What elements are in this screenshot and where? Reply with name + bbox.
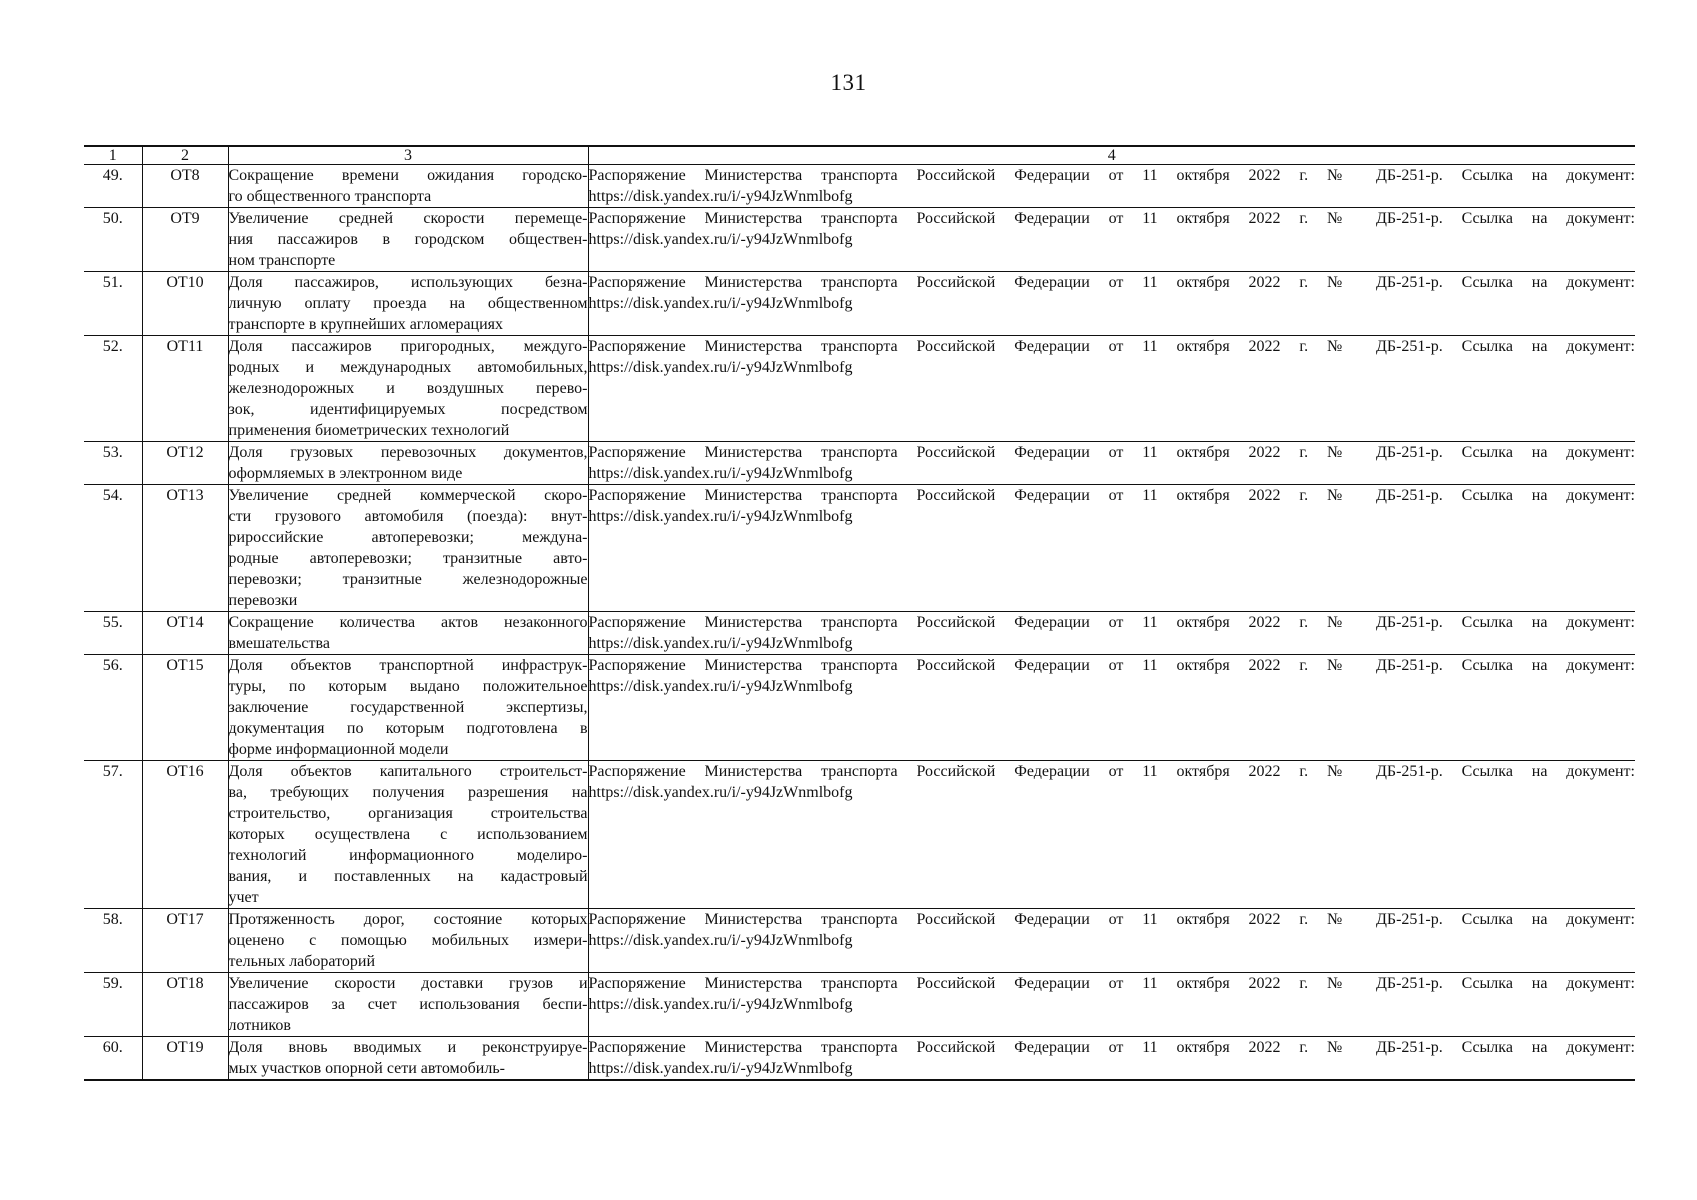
source-document — [588, 909, 1635, 973]
indicator-name-line: документация по которым подготовлена в — [228, 720, 588, 737]
indicator-name-line: применения биометрических технологий — [228, 422, 510, 439]
table-body — [84, 165, 1635, 1081]
indicator-code: ОТ19 — [142, 1037, 228, 1081]
table-row — [84, 165, 1635, 208]
source-document — [588, 1037, 1635, 1081]
indicator-name — [228, 612, 588, 655]
row-number: 52. — [84, 336, 142, 442]
source-document-link[interactable]: https://disk.yandex.ru/i/-y94JzWnmlbofg — [588, 996, 853, 1013]
indicator-code: ОТ15 — [142, 655, 228, 761]
row-number: 56. — [84, 655, 142, 761]
indicator-name-line: Доля грузовых перевозочных документов, — [228, 444, 588, 461]
source-document-text: Распоряжение Министерства транспорта Российской Федерации от 11 октября 2022 г. № ДБ-251-р. Ссылка на документ: — [588, 338, 1635, 355]
indicator-name-line: Увеличение средней коммерческой скоро- — [228, 487, 588, 504]
indicator-name — [228, 485, 588, 612]
indicator-name-line: заключение государственной экспертизы, — [228, 699, 588, 716]
indicator-name-line: железнодорожных и воздушных перево- — [228, 380, 588, 397]
indicator-name-line: Доля пассажиров пригородных, междуго- — [228, 338, 588, 355]
indicator-name-line: родных и международных автомобильных, — [228, 359, 588, 376]
indicator-name-line: Протяженность дорог, состояние которых — [228, 911, 588, 928]
indicator-name-line: зок, идентифицируемых посредством — [228, 401, 588, 418]
source-document-text: Распоряжение Министерства транспорта Российской Федерации от 11 октября 2022 г. № ДБ-251-р. Ссылка на документ: — [588, 487, 1635, 504]
column-header-3: 3 — [228, 146, 588, 165]
indicator-name-line: ва, требующих получения разрешения на — [228, 784, 588, 801]
source-document-text: Распоряжение Министерства транспорта Российской Федерации от 11 октября 2022 г. № ДБ-251-р. Ссылка на документ: — [588, 210, 1635, 227]
source-document-text: Распоряжение Министерства транспорта Российской Федерации от 11 октября 2022 г. № ДБ-251-р. Ссылка на документ: — [588, 1039, 1635, 1056]
source-document-link[interactable]: https://disk.yandex.ru/i/-y94JzWnmlbofg — [588, 188, 853, 205]
table-row — [84, 655, 1635, 761]
indicator-name-line: Доля объектов транспортной инфраструк- — [228, 657, 588, 674]
source-document — [588, 165, 1635, 208]
table-row — [84, 485, 1635, 612]
source-document — [588, 208, 1635, 272]
indicator-name — [228, 165, 588, 208]
column-header-2: 2 — [142, 146, 228, 165]
indicator-name — [228, 208, 588, 272]
indicator-name-line: туры, по которым выдано положительное — [228, 678, 588, 695]
source-document-link[interactable]: https://disk.yandex.ru/i/-y94JzWnmlbofg — [588, 465, 853, 482]
indicator-name-line: родные автоперевозки; транзитные авто- — [228, 550, 588, 567]
indicator-name-line: оценено с помощью мобильных измери- — [228, 932, 588, 949]
indicator-name-line: Увеличение средней скорости перемеще- — [228, 210, 588, 227]
source-document-link[interactable]: https://disk.yandex.ru/i/-y94JzWnmlbofg — [588, 508, 853, 525]
source-document-link[interactable]: https://disk.yandex.ru/i/-y94JzWnmlbofg — [588, 678, 853, 695]
indicator-name-line: Доля вновь вводимых и реконструируе- — [228, 1039, 588, 1056]
indicator-name — [228, 909, 588, 973]
indicator-name-line: лотников — [228, 1017, 291, 1034]
indicator-name-line: рироссийские автоперевозки; междуна- — [228, 529, 588, 546]
source-document-link[interactable]: https://disk.yandex.ru/i/-y94JzWnmlbofg — [588, 784, 853, 801]
indicators-table — [84, 145, 1635, 1081]
indicator-name — [228, 442, 588, 485]
table-row — [84, 973, 1635, 1037]
indicator-name-line: строительство, организация строительства — [228, 805, 588, 822]
indicator-name-line: Доля объектов капитального строительст- — [228, 763, 588, 780]
indicator-name-line: технологий информационного моделиро- — [228, 847, 588, 864]
indicator-name-line: мых участков опорной сети автомобиль- — [228, 1060, 505, 1077]
indicator-name-line: учет — [228, 889, 259, 906]
indicator-name — [228, 272, 588, 336]
indicator-code: ОТ13 — [142, 485, 228, 612]
indicator-code: ОТ16 — [142, 761, 228, 909]
source-document — [588, 485, 1635, 612]
indicator-name-line: оформляемых в электронном виде — [228, 465, 463, 482]
indicator-name-line: тельных лабораторий — [228, 953, 376, 970]
source-document-text: Распоряжение Министерства транспорта Российской Федерации от 11 октября 2022 г. № ДБ-251-р. Ссылка на документ: — [588, 911, 1635, 928]
indicator-name-line: форме информационной модели — [228, 741, 449, 758]
indicator-code: ОТ12 — [142, 442, 228, 485]
source-document — [588, 336, 1635, 442]
indicator-name-line: го общественного транспорта — [228, 188, 432, 205]
source-document-text: Распоряжение Министерства транспорта Российской Федерации от 11 октября 2022 г. № ДБ-251-р. Ссылка на документ: — [588, 763, 1635, 780]
source-document-link[interactable]: https://disk.yandex.ru/i/-y94JzWnmlbofg — [588, 932, 853, 949]
indicator-code: ОТ17 — [142, 909, 228, 973]
indicator-name-line: Увеличение скорости доставки грузов и — [228, 975, 588, 992]
indicator-name-line: перевозки; транзитные железнодорожные — [228, 571, 588, 588]
source-document-text: Распоряжение Министерства транспорта Российской Федерации от 11 октября 2022 г. № ДБ-251-р. Ссылка на документ: — [588, 614, 1635, 631]
indicator-name-line: сти грузового автомобиля (поезда): внут- — [228, 508, 588, 525]
indicator-name — [228, 1037, 588, 1081]
source-document-text: Распоряжение Министерства транспорта Российской Федерации от 11 октября 2022 г. № ДБ-251-р. Ссылка на документ: — [588, 657, 1635, 674]
table-row — [84, 1037, 1635, 1081]
table-row — [84, 442, 1635, 485]
source-document — [588, 973, 1635, 1037]
row-number: 58. — [84, 909, 142, 973]
source-document-link[interactable]: https://disk.yandex.ru/i/-y94JzWnmlbofg — [588, 359, 853, 376]
indicator-code: ОТ9 — [142, 208, 228, 272]
indicator-code: ОТ10 — [142, 272, 228, 336]
source-document-text: Распоряжение Министерства транспорта Российской Федерации от 11 октября 2022 г. № ДБ-251-р. Ссылка на документ: — [588, 444, 1635, 461]
indicator-code: ОТ11 — [142, 336, 228, 442]
row-number: 53. — [84, 442, 142, 485]
column-header-4: 4 — [588, 146, 1635, 165]
indicator-name-line: вмешательства — [228, 635, 330, 652]
table-row — [84, 208, 1635, 272]
row-number: 55. — [84, 612, 142, 655]
indicator-name-line: ния пассажиров в городском обществен- — [228, 231, 588, 248]
source-document-link[interactable]: https://disk.yandex.ru/i/-y94JzWnmlbofg — [588, 635, 853, 652]
source-document-link[interactable]: https://disk.yandex.ru/i/-y94JzWnmlbofg — [588, 295, 853, 312]
indicator-name-line: Сокращение времени ожидания городско- — [228, 167, 588, 184]
row-number: 57. — [84, 761, 142, 909]
source-document — [588, 655, 1635, 761]
row-number: 60. — [84, 1037, 142, 1081]
indicator-name-line: личную оплату проезда на общественном — [228, 295, 588, 312]
column-header-1: 1 — [84, 146, 142, 165]
indicator-code: ОТ8 — [142, 165, 228, 208]
row-number: 59. — [84, 973, 142, 1037]
indicator-name-line: вания, и поставленных на кадастровый — [228, 868, 588, 885]
indicator-name — [228, 973, 588, 1037]
indicator-name — [228, 336, 588, 442]
source-document — [588, 442, 1635, 485]
table-header-row — [84, 146, 1635, 165]
source-document-link[interactable]: https://disk.yandex.ru/i/-y94JzWnmlbofg — [588, 1060, 853, 1077]
table-row — [84, 336, 1635, 442]
indicator-name-line: пассажиров за счет использования беспи- — [228, 996, 588, 1013]
row-number: 49. — [84, 165, 142, 208]
indicator-name-line: транспорте в крупнейших агломерациях — [228, 316, 504, 333]
table-row — [84, 272, 1635, 336]
row-number: 54. — [84, 485, 142, 612]
indicator-code: ОТ14 — [142, 612, 228, 655]
source-document-link[interactable]: https://disk.yandex.ru/i/-y94JzWnmlbofg — [588, 231, 853, 248]
page-number: 131 — [830, 70, 867, 95]
source-document — [588, 272, 1635, 336]
indicator-name — [228, 655, 588, 761]
table-row — [84, 909, 1635, 973]
source-document-text: Распоряжение Министерства транспорта Российской Федерации от 11 октября 2022 г. № ДБ-251-р. Ссылка на документ: — [588, 167, 1635, 184]
source-document — [588, 761, 1635, 909]
source-document-text: Распоряжение Министерства транспорта Российской Федерации от 11 октября 2022 г. № ДБ-251-р. Ссылка на документ: — [588, 975, 1635, 992]
source-document — [588, 612, 1635, 655]
table-row — [84, 761, 1635, 909]
table-row — [84, 612, 1635, 655]
row-number: 51. — [84, 272, 142, 336]
indicator-name-line: Сокращение количества актов незаконного — [228, 614, 588, 631]
indicator-code: ОТ18 — [142, 973, 228, 1037]
indicator-name-line: ном транспорте — [228, 252, 336, 269]
indicator-name-line: Доля пассажиров, использующих безна- — [228, 274, 588, 291]
indicator-name-line: перевозки — [228, 592, 298, 609]
row-number: 50. — [84, 208, 142, 272]
indicator-name-line: которых осуществлена с использованием — [228, 826, 588, 843]
indicator-name — [228, 761, 588, 909]
source-document-text: Распоряжение Министерства транспорта Российской Федерации от 11 октября 2022 г. № ДБ-251-р. Ссылка на документ: — [588, 274, 1635, 291]
